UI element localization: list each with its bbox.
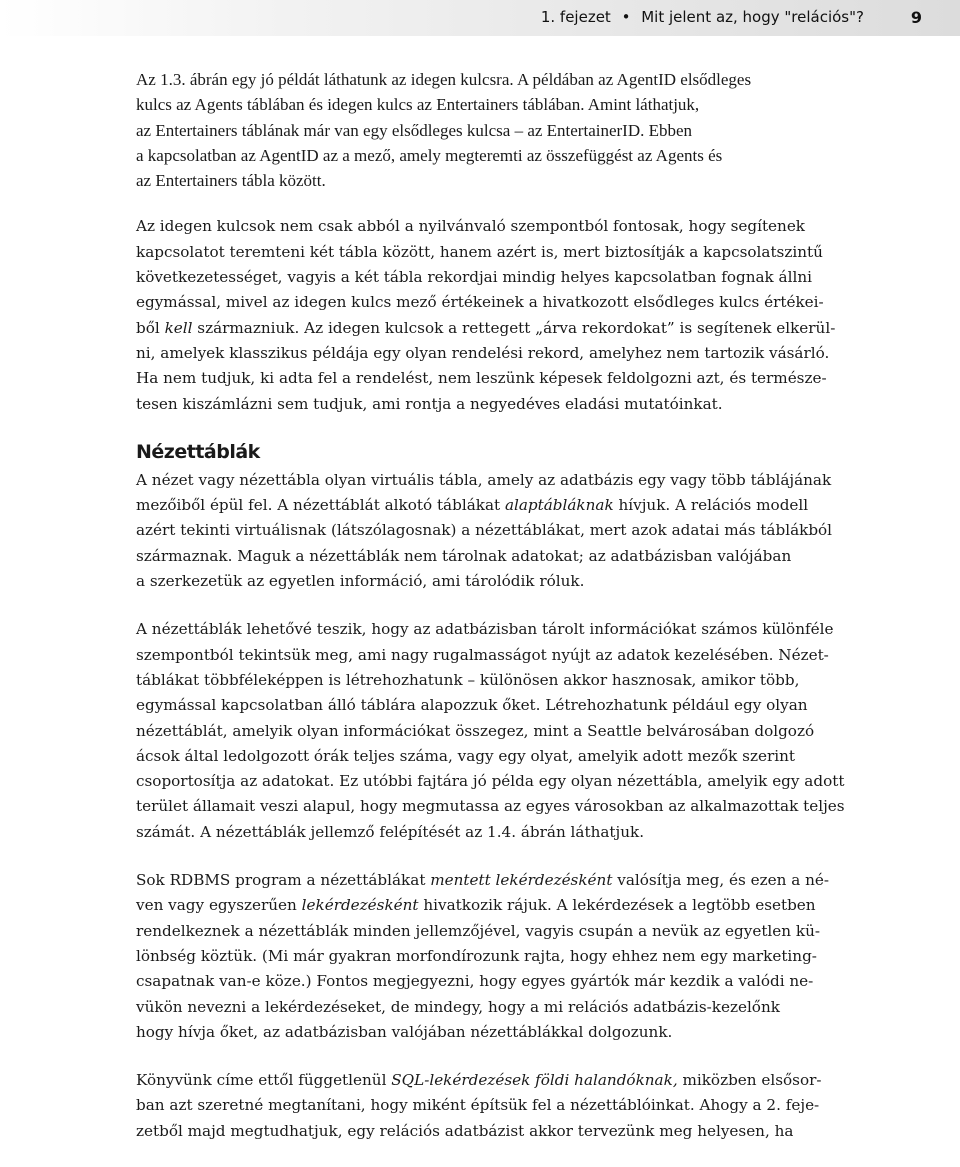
text-line: vükön nevezni a lekérdezéseket, de mindegy, hogy a mi relációs adatbázis-kezelőnk [136, 997, 780, 1016]
emphasis: alaptábláknak [504, 496, 614, 515]
text-line: következetességet, vagyis a két tábla rekordjai mindig helyes kapcsolatban fognak állni [136, 268, 812, 287]
text-line: az Entertainers tábla között. [136, 171, 326, 191]
text-line: terület államait veszi alapul, hogy megmutassa az egyes városokban az alkalmazottak teljes [136, 797, 845, 816]
text-line: ban azt szeretné megtanítani, hogy miként építsük fel a nézettáblóinkat. Ahogy a 2. feje- [136, 1096, 820, 1115]
text-line: Az 1.3. ábrán egy jó példát láthatunk az idegen kulcsra. A példában az AgentID elsődleges [136, 70, 752, 89]
paragraph [136, 214, 866, 416]
header-chapter-title [541, 8, 864, 26]
body-text [136, 67, 866, 1167]
text-line: zetből majd megtudhatjuk, egy relációs adatbázist akkor tervezünk meg helyesen, ha [136, 1121, 794, 1140]
text-line: kulcs az Agents táblában és idegen kulcs az Entertainers táblában. Amint láthatjuk, [136, 95, 700, 115]
text-line: egymással kapcsolatban álló táblára alapozzuk őket. Létrehozhatunk például egy olyan [136, 696, 808, 715]
chapter-label: 1. fejezet [540, 8, 611, 26]
text-line: egymással, mivel az idegen kulcs mező értékeinek a hivatkozott elsődleges kulcs értékei- [136, 293, 824, 312]
text-line: számát. A nézettáblák jellemző felépítését az 1.4. ábrán láthatjuk. [136, 822, 645, 841]
text-line: kapcsolatot teremteni két tábla között, hanem azért is, mert biztosítják a kapcsolatszintű [136, 242, 823, 261]
text-line: ven vagy egyszerűen lekérdezésként hivatkozik rájuk. A lekérdezések a legtöbb esetben [136, 896, 816, 915]
text-line: a kapcsolatban az AgentID az a mező, amely megteremti az összefüggést az Agents és [136, 145, 723, 165]
paragraph [136, 617, 866, 845]
emphasis: SQL-lekérdezések földi halandóknak, [391, 1071, 678, 1090]
text-line: tesen kiszámlázni sem tudjuk, ami rontja a negyedéves eladási mutatóinkat. [136, 394, 723, 413]
text-line: csoportosítja az adatokat. Ez utóbbi fajtára jó példa egy olyan nézettábla, amelyik egy adott [136, 772, 845, 791]
running-header [0, 0, 960, 36]
header-bullet: • [621, 8, 631, 26]
text-line: ni, amelyek klasszikus példája egy olyan rendelési rekord, amelyhez nem tartozik vásárló. [136, 343, 830, 362]
text-line: szempontból tekintsük meg, ami nagy rugalmasságot nyújt az adatok kezelésében. Nézet- [136, 645, 829, 664]
paragraph [136, 1068, 866, 1144]
text-line: lönbség köztük. (Mi már gyakran morfondírozunk rajta, hogy ehhez nem egy marketing- [136, 946, 817, 965]
text-line: rendelkeznek a nézettáblák minden jellemzőjével, vagyis csupán a nevük az egyetlen kü- [136, 921, 821, 940]
paragraph [136, 468, 866, 594]
text-line: a szerkezetük az egyetlen információ, ami tárolódik róluk. [136, 572, 585, 591]
text-line: táblákat többféleképpen is létrehozhatunk – különösen akkor hasznosak, amikor több, [136, 670, 800, 689]
text-line: hogy hívja őket, az adatbázisban valójában nézettáblákkal dolgozunk. [136, 1022, 673, 1041]
text-line: csapatnak van-e köze.) Fontos megjegyezni, hogy egyes gyártók már kezdik a valódi ne- [136, 972, 814, 991]
text-line: Az idegen kulcsok nem csak abból a nyilvánvaló szempontból fontosak, hogy segítenek [136, 217, 806, 236]
text-line: Könyvünk címe ettől függetlenül SQL-lekérdezések földi halandóknak, miközben elsősor- [136, 1071, 822, 1090]
text-line: A nézettáblák lehetővé teszik, hogy az adatbázisban tárolt információkat számos különféle [136, 620, 834, 639]
emphasis: lekérdezésként [301, 896, 419, 915]
text-line: ácsok által ledolgozott órák teljes száma, vagy egy olyat, amelyik adott mezők szerint [136, 746, 795, 765]
chapter-title: Mit jelent az, hogy "relációs"? [641, 8, 864, 26]
text-line: Sok RDBMS program a nézettáblákat mentett lekérdezésként valósítja meg, és ezen a né- [136, 871, 829, 890]
text-line: származnak. Maguk a nézettáblák nem tárolnak adatokat; az adatbázisban valójában [136, 546, 792, 565]
text-line: mezőiből épül fel. A nézettáblát alkotó táblákat alaptábláknak hívjuk. A relációs modell [136, 496, 809, 515]
paragraph [136, 67, 866, 193]
text-line: nézettáblát, amelyik olyan információkat összegez, mint a Seattle belvárosában dolgozó [136, 721, 815, 740]
text-line: az Entertainers táblának már van egy elsődleges kulcsa – az EntertainerID. Ebben [136, 120, 693, 140]
text-line: azért tekinti virtuálisnak (látszólagosnak) a nézettáblákat, mert azok adatai más táblákból [136, 521, 833, 540]
text-line: A nézet vagy nézettábla olyan virtuális tábla, amely az adatbázis egy vagy több táblájának [136, 470, 832, 489]
emphasis: mentett lekérdezésként [430, 871, 613, 890]
section-heading: Nézettáblák [136, 440, 260, 463]
text-line: Ha nem tudjuk, ki adta fel a rendelést, nem leszünk képesek feldolgozni azt, és természe- [136, 369, 827, 388]
paragraph [136, 868, 866, 1045]
text-line: ből kell származniuk. Az idegen kulcsok a rettegett „árva rekordokat” is segítenek elkerül- [136, 318, 836, 337]
page-number: 9 [910, 8, 922, 27]
emphasis: kell [164, 318, 193, 337]
